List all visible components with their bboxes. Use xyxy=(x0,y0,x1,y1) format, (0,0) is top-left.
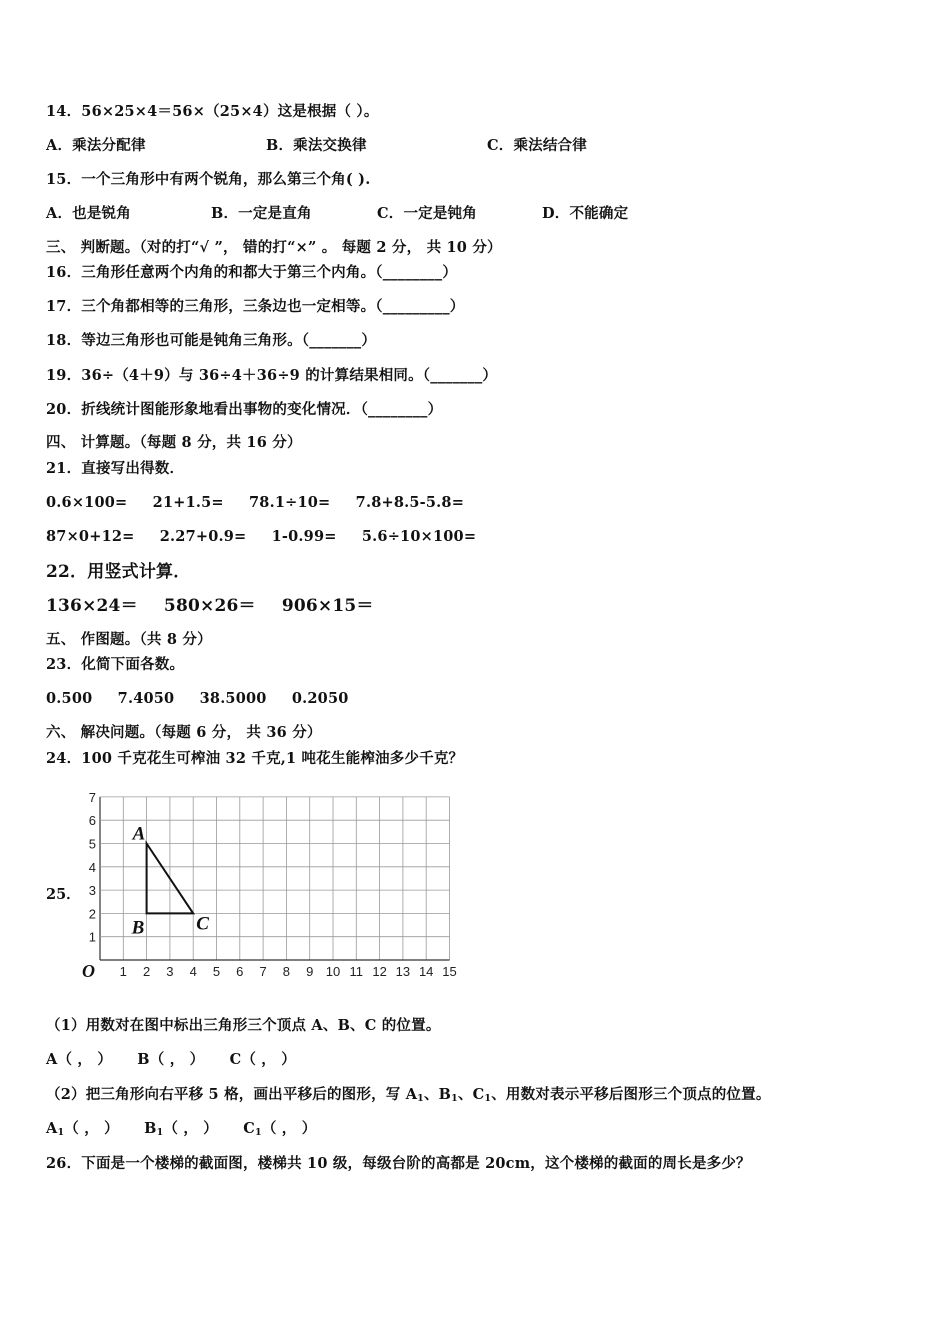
q25-label: 25． xyxy=(46,886,81,903)
q14-option-b[interactable]: B．乘法交换律 xyxy=(266,137,367,154)
y-tick-label: 5 xyxy=(88,836,96,852)
q15-option-d[interactable]: D．不能确定 xyxy=(542,205,629,222)
q15-option-c[interactable]: C．一定是钝角 xyxy=(377,205,477,222)
q14-options xyxy=(46,136,746,156)
x-tick-label: 9 xyxy=(306,964,314,979)
x-tick-label: 3 xyxy=(166,964,174,979)
q20: 20．折线统计图能形象地看出事物的变化情况．（________） xyxy=(46,401,443,418)
q25-part2-prefix: （2）把三角形向右平移 5 格，画出平移后的图形，写 A xyxy=(46,1086,418,1103)
q14-option-c[interactable]: C．乘法结合律 xyxy=(487,137,587,154)
q17: 17．三个角都相等的三角形，三条边也一定相等。（_________） xyxy=(46,298,465,315)
vertex-label-b: B xyxy=(131,917,145,939)
q15-options xyxy=(46,204,746,224)
subscript: 1 xyxy=(484,1093,492,1104)
q25-answer-a1-blank: （ ， ） xyxy=(64,1120,119,1137)
origin-label: O xyxy=(82,961,95,981)
q23-item: 7.4050 xyxy=(117,690,175,707)
vertex-label-c: C xyxy=(196,913,209,935)
x-tick-label: 10 xyxy=(325,964,341,979)
coordinate-grid-chart xyxy=(78,786,468,986)
q25-answer-b1-blank: （ ， ） xyxy=(163,1120,219,1137)
q21-stem: 21．直接写出得数． xyxy=(46,460,185,477)
x-tick-label: 1 xyxy=(119,964,127,979)
q23-item: 0.500 xyxy=(46,690,93,707)
q22-item: 136×24＝ xyxy=(46,596,138,616)
q21-item: 0.6×100= xyxy=(46,494,128,511)
section-3-title: 三、 判断题。（对的打“√ ”， 错的打“×” 。 每题 2 分， 共 10 分） xyxy=(46,239,502,256)
subscript: 1 xyxy=(57,1127,65,1138)
subscript: 1 xyxy=(451,1093,458,1104)
q21-item: 5.6÷10×100= xyxy=(361,528,477,545)
q25-part2 xyxy=(46,1085,771,1109)
q23-item: 38.5000 xyxy=(199,690,267,707)
q21-item: 87×0+12= xyxy=(46,528,135,545)
q21-row-2 xyxy=(46,527,476,547)
y-tick-label: 7 xyxy=(88,789,96,805)
x-tick-label: 15 xyxy=(442,964,457,979)
q25-part2-answers xyxy=(46,1119,316,1143)
section-6-title: 六、 解决问题。（每题 6 分， 共 36 分） xyxy=(46,724,322,741)
q25-part2-b: 、B xyxy=(423,1086,452,1103)
x-tick-label: 7 xyxy=(259,964,267,979)
y-tick-label: 2 xyxy=(88,906,96,922)
q21-item: 7.8+8.5-5.8= xyxy=(355,494,465,511)
y-tick-label: 1 xyxy=(88,929,96,945)
y-tick-label: 4 xyxy=(88,859,96,875)
q21-item: 21+1.5= xyxy=(152,494,224,511)
x-tick-label: 13 xyxy=(395,964,411,979)
x-tick-label: 4 xyxy=(189,964,197,979)
subscript: 1 xyxy=(156,1127,164,1138)
q22-item: 906×15＝ xyxy=(281,596,374,616)
q25-part2-suffix: 、用数对表示平移后图形三个顶点的位置。 xyxy=(491,1086,771,1103)
section-5-title: 五、 作图题。（共 8 分） xyxy=(46,631,212,648)
q25-answer-c1-label: C xyxy=(243,1120,256,1137)
q21-item: 2.27+0.9= xyxy=(159,528,247,545)
q14-stem: 14．56×25×4＝56×（25×4）这是根据（ ）。 xyxy=(46,103,379,120)
y-tick-label: 6 xyxy=(88,813,96,829)
q18: 18．等边三角形也可能是钝角三角形。（_______） xyxy=(46,332,377,349)
q25-part1-answers xyxy=(46,1050,296,1070)
q22-items xyxy=(46,595,374,617)
q14-option-a[interactable]: A．乘法分配律 xyxy=(46,137,146,154)
q23-items xyxy=(46,689,349,709)
y-tick-label: 3 xyxy=(88,883,96,899)
q15-option-a[interactable]: A．也是锐角 xyxy=(46,205,131,222)
q22-stem: 22．用竖式计算． xyxy=(46,562,191,582)
x-tick-label: 12 xyxy=(372,964,387,979)
section-4-title: 四、 计算题。（每题 8 分，共 16 分） xyxy=(46,434,302,451)
x-tick-label: 6 xyxy=(236,964,244,979)
q15-stem: 15．一个三角形中有两个锐角，那么第三个角( ). xyxy=(46,171,371,188)
q26: 26．下面是一个楼梯的截面图，楼梯共 10 级，每级台阶的高都是 20cm，这个楼梯的截面的周长是多少？ xyxy=(46,1155,751,1172)
q24: 24．100 千克花生可榨油 32 千克,1 吨花生能榨油多少千克？ xyxy=(46,750,464,767)
q25-part2-c: 、C xyxy=(457,1086,485,1103)
q25-answer-a1-label: A xyxy=(46,1120,58,1137)
x-tick-label: 11 xyxy=(349,964,364,979)
q15-option-b[interactable]: B．一定是直角 xyxy=(211,205,312,222)
vertex-label-a: A xyxy=(132,823,146,845)
q21-item: 1-0.99= xyxy=(271,528,337,545)
q21-item: 78.1÷10= xyxy=(249,494,331,511)
subscript: 1 xyxy=(417,1093,424,1104)
q21-row-1 xyxy=(46,493,464,513)
x-tick-label: 2 xyxy=(142,964,151,979)
x-tick-label: 8 xyxy=(282,964,291,979)
q23-item: 0.2050 xyxy=(291,690,349,707)
q19: 19．36÷（4＋9）与 36÷4＋36÷9 的计算结果相同。（_______） xyxy=(46,367,498,384)
q25-answer-b: B（ ， ） xyxy=(137,1051,205,1068)
q25-part1: （1）用数对在图中标出三角形三个顶点 A、B、C 的位置。 xyxy=(46,1017,441,1034)
q25-answer-c1-blank: （ ， ） xyxy=(261,1120,317,1137)
x-tick-label: 14 xyxy=(418,964,434,979)
q16: 16．三角形任意两个内角的和都大于第三个内角。（________） xyxy=(46,264,458,281)
x-tick-label: 5 xyxy=(212,964,221,979)
q23-stem: 23．化简下面各数。 xyxy=(46,656,185,673)
q22-item: 580×26＝ xyxy=(163,596,256,616)
q25-answer-b1-label: B xyxy=(144,1120,157,1137)
q25-answer-c: C（ ， ） xyxy=(229,1051,296,1068)
subscript: 1 xyxy=(255,1127,262,1138)
q25-answer-a: A（ ， ） xyxy=(46,1051,113,1068)
